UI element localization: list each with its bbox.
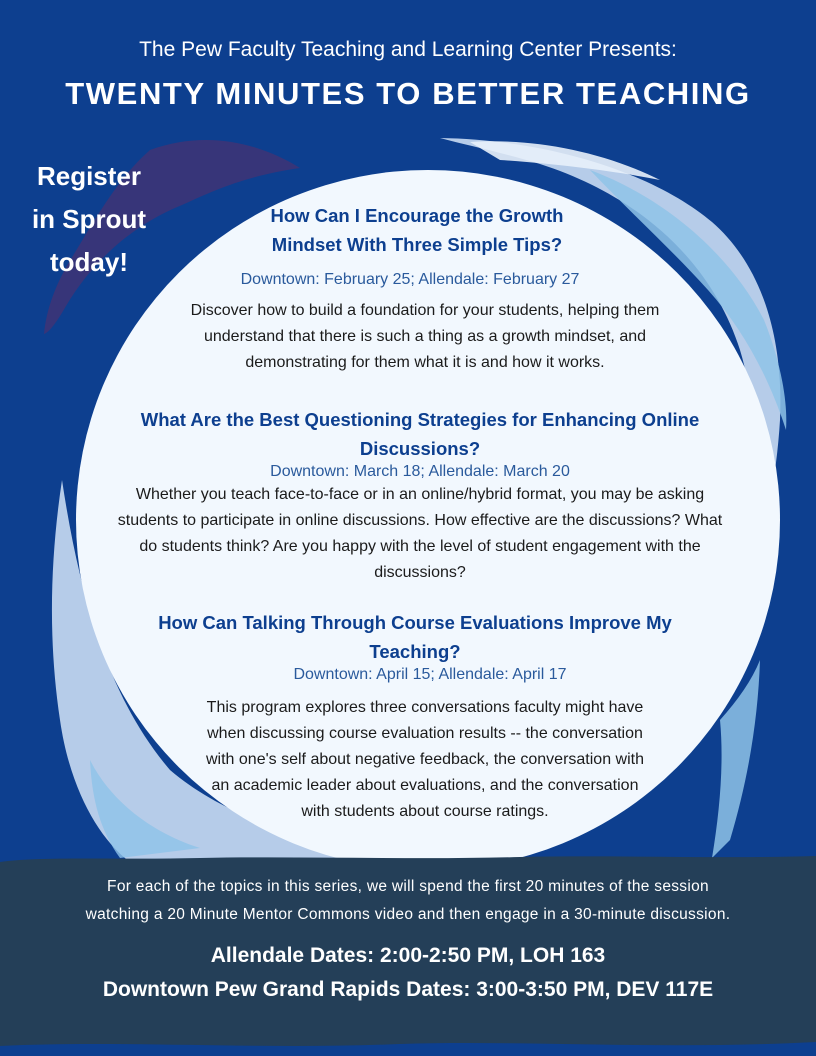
description-line: an academic leader about evaluations, and the conversation — [211, 777, 639, 794]
session-dates-text: Downtown: February 25; Allendale: February 27 — [240, 271, 580, 288]
session-title: How Can I Encourage the Growth — [270, 205, 564, 226]
session-dates-text: Downtown: March 18; Allendale: March 20 — [270, 463, 570, 480]
register-line: in Sprout — [31, 204, 147, 234]
description-line: with students about course ratings. — [301, 803, 549, 820]
register-callout — [14, 155, 164, 284]
session-title: How Can Talking Through Course Evaluations Improve My — [158, 612, 672, 633]
session-course-evaluations — [90, 608, 740, 666]
register-line: Register — [36, 161, 142, 191]
series-intro-line: For each of the topics in this series, we will spend the first 20 minutes of the session — [107, 878, 709, 895]
session-description — [130, 695, 720, 825]
session-title: Discussions? — [359, 438, 481, 459]
description-line: understand that there is such a thing as a growth mindset, and — [203, 328, 647, 345]
description-line: with one's self about negative feedback, the conversation with — [206, 751, 644, 768]
session-description — [120, 298, 730, 376]
description-line: demonstrating for them what it is and how it works. — [245, 354, 605, 371]
allendale-dates: Allendale Dates: 2:00-2:50 PM, LOH 163 — [210, 944, 606, 967]
description-line: This program explores three conversations faculty might have — [206, 699, 644, 716]
description-line: students to participate in online discussions. How effective are the discussions? What — [117, 512, 723, 529]
session-description — [40, 482, 800, 586]
series-intro-line: watching a 20 Minute Mentor Commons video and then engage in a 30-minute discussion. — [85, 906, 731, 923]
downtown-dates: Downtown Pew Grand Rapids Dates: 3:00-3:50 PM, DEV 117E — [102, 978, 714, 1001]
session-dates — [160, 461, 680, 483]
session-title: What Are the Best Questioning Strategies for Enhancing Online — [140, 409, 700, 430]
register-line: today! — [50, 247, 128, 277]
session-dates — [170, 664, 690, 686]
description-line: discussions? — [374, 564, 466, 581]
description-line: when discussing course evaluation results -- the conversation — [207, 725, 643, 742]
presents-line: The Pew Faculty Teaching and Learning Center Presents: — [139, 38, 677, 61]
series-intro — [10, 873, 806, 929]
session-questioning-strategies — [60, 405, 780, 463]
session-title: Mindset With Three Simple Tips? — [271, 234, 563, 255]
session-dates — [160, 269, 660, 291]
session-dates-text: Downtown: April 15; Allendale: April 17 — [293, 666, 567, 683]
session-title: Teaching? — [369, 641, 461, 662]
description-line: do students think? Are you happy with the level of student engagement with the — [139, 538, 701, 555]
description-line: Discover how to build a foundation for your students, helping them — [190, 302, 660, 319]
session-growth-mindset — [180, 201, 654, 259]
page-title: TWENTY MINUTES TO BETTER TEACHING — [65, 76, 751, 111]
description-line: Whether you teach face-to-face or in an online/hybrid format, you may be asking — [135, 486, 705, 503]
